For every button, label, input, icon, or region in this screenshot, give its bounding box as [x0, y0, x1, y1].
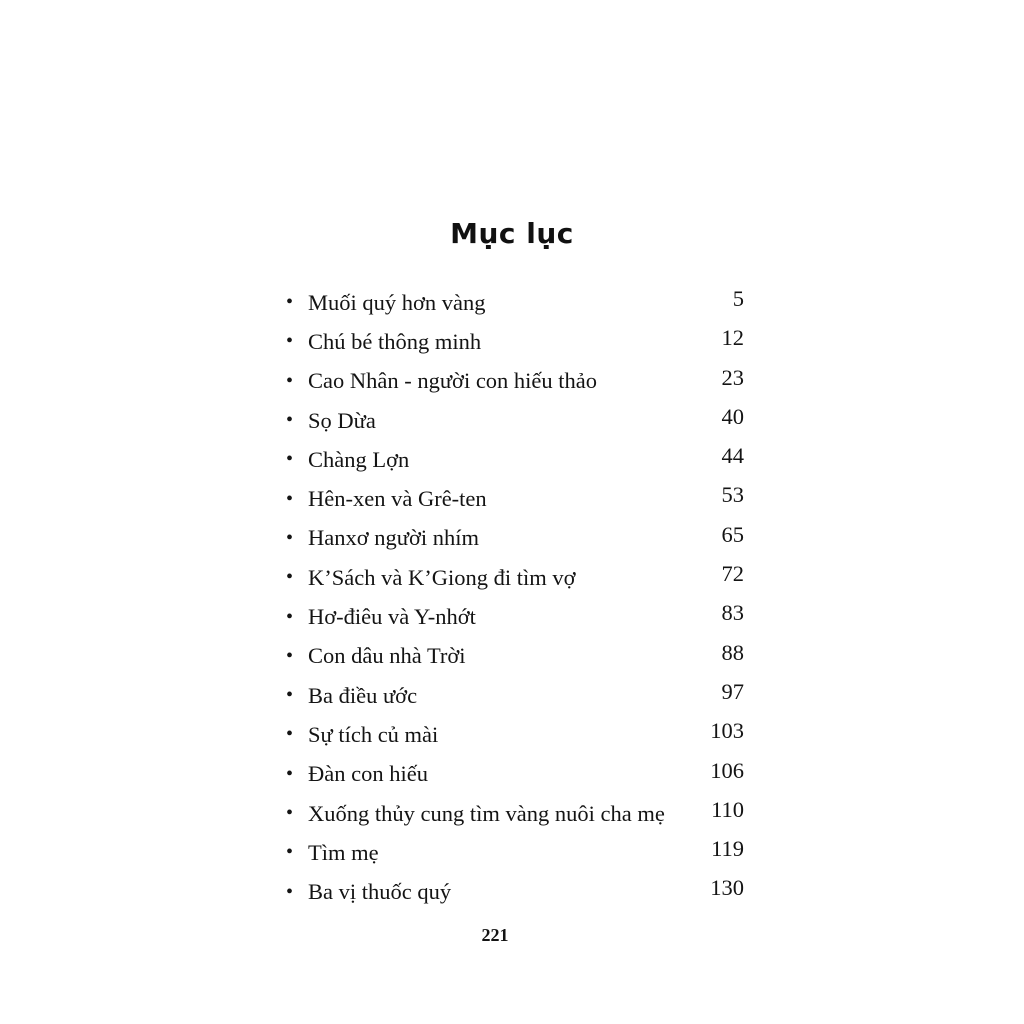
bullet-icon: •	[286, 684, 294, 707]
toc-entry-page: 88	[721, 639, 744, 665]
bullet-icon: •	[286, 880, 294, 903]
toc-entry-page: 23	[721, 364, 744, 390]
toc-entry-title: Con dâu nhà Trời	[308, 643, 466, 669]
bullet-icon: •	[286, 526, 294, 549]
bullet-icon: •	[286, 644, 294, 667]
bullet-icon: •	[286, 723, 294, 746]
table-of-contents	[282, 283, 752, 912]
toc-entry-title: Cao Nhân - người con hiếu thảo	[308, 368, 598, 394]
toc-entry-page: 130	[710, 875, 744, 901]
toc-entry	[282, 794, 752, 833]
toc-entry	[282, 676, 752, 715]
toc-entry	[282, 322, 752, 361]
bullet-icon: •	[286, 802, 294, 824]
bullet-icon: •	[286, 605, 294, 628]
toc-entry-page: 44	[721, 443, 744, 469]
bullet-icon: •	[286, 841, 294, 864]
toc-entry-title: Ba điều ước	[308, 682, 418, 708]
toc-entry-page: 5	[732, 286, 744, 311]
toc-entry	[282, 755, 752, 794]
toc-entry	[282, 597, 752, 636]
bullet-icon: •	[286, 291, 294, 314]
toc-entry-title: K’Sách và K’Giong đi tìm vợ	[308, 564, 576, 590]
toc-entry-title: Chú bé thông minh	[308, 328, 482, 354]
toc-entry	[282, 715, 752, 754]
toc-entry-title: Tìm mẹ	[308, 839, 379, 865]
toc-entry	[282, 479, 752, 518]
bullet-icon: •	[286, 487, 294, 510]
toc-entry	[282, 558, 752, 597]
toc-entry-title: Muối quý hơn vàng	[308, 289, 486, 315]
toc-entry-page: 119	[711, 836, 744, 862]
toc-entry-page: 103	[710, 718, 744, 744]
toc-entry-page: 12	[721, 325, 744, 351]
toc-entry	[282, 283, 752, 322]
toc-entry-title: Hơ-điêu và Y-nhớt	[308, 604, 476, 630]
bullet-icon: •	[286, 566, 294, 589]
bullet-icon: •	[286, 369, 294, 392]
toc-entry	[282, 833, 752, 872]
toc-entry-title: Đàn con hiếu	[308, 761, 428, 787]
toc-entry	[282, 872, 752, 911]
toc-entry-page: 40	[721, 403, 744, 429]
toc-entry-title: Hanxơ người nhím	[308, 525, 479, 551]
toc-entry-title: Ba vị thuốc quý	[308, 879, 452, 905]
toc-entry-page: 72	[721, 561, 744, 587]
bullet-icon: •	[286, 448, 294, 471]
toc-entry-page: 97	[721, 678, 744, 704]
toc-entry-page: 53	[721, 482, 744, 508]
bullet-icon: •	[286, 330, 294, 353]
toc-entry	[282, 519, 752, 558]
toc-entry	[282, 637, 752, 676]
toc-entry-page: 65	[721, 521, 744, 547]
bullet-icon: •	[286, 409, 294, 432]
toc-entry-title: Hên-xen và Grê-ten	[308, 486, 487, 512]
toc-entry-page: 83	[721, 600, 744, 626]
toc-entry-title: Chàng Lợn	[308, 446, 410, 472]
toc-entry	[282, 362, 752, 401]
page-title: Mục lục	[450, 216, 574, 250]
toc-entry	[282, 401, 752, 440]
toc-entry-title: Sọ Dừa	[308, 407, 376, 433]
bullet-icon: •	[286, 762, 294, 785]
toc-entry-title: Sự tích củ mài	[308, 721, 439, 747]
toc-entry-page: 106	[710, 757, 744, 783]
page-number: 221	[481, 925, 509, 945]
toc-entry	[282, 440, 752, 479]
toc-entry-page: 110	[711, 796, 744, 822]
toc-entry-title: Xuống thủy cung tìm vàng nuôi cha mẹ	[308, 800, 665, 826]
